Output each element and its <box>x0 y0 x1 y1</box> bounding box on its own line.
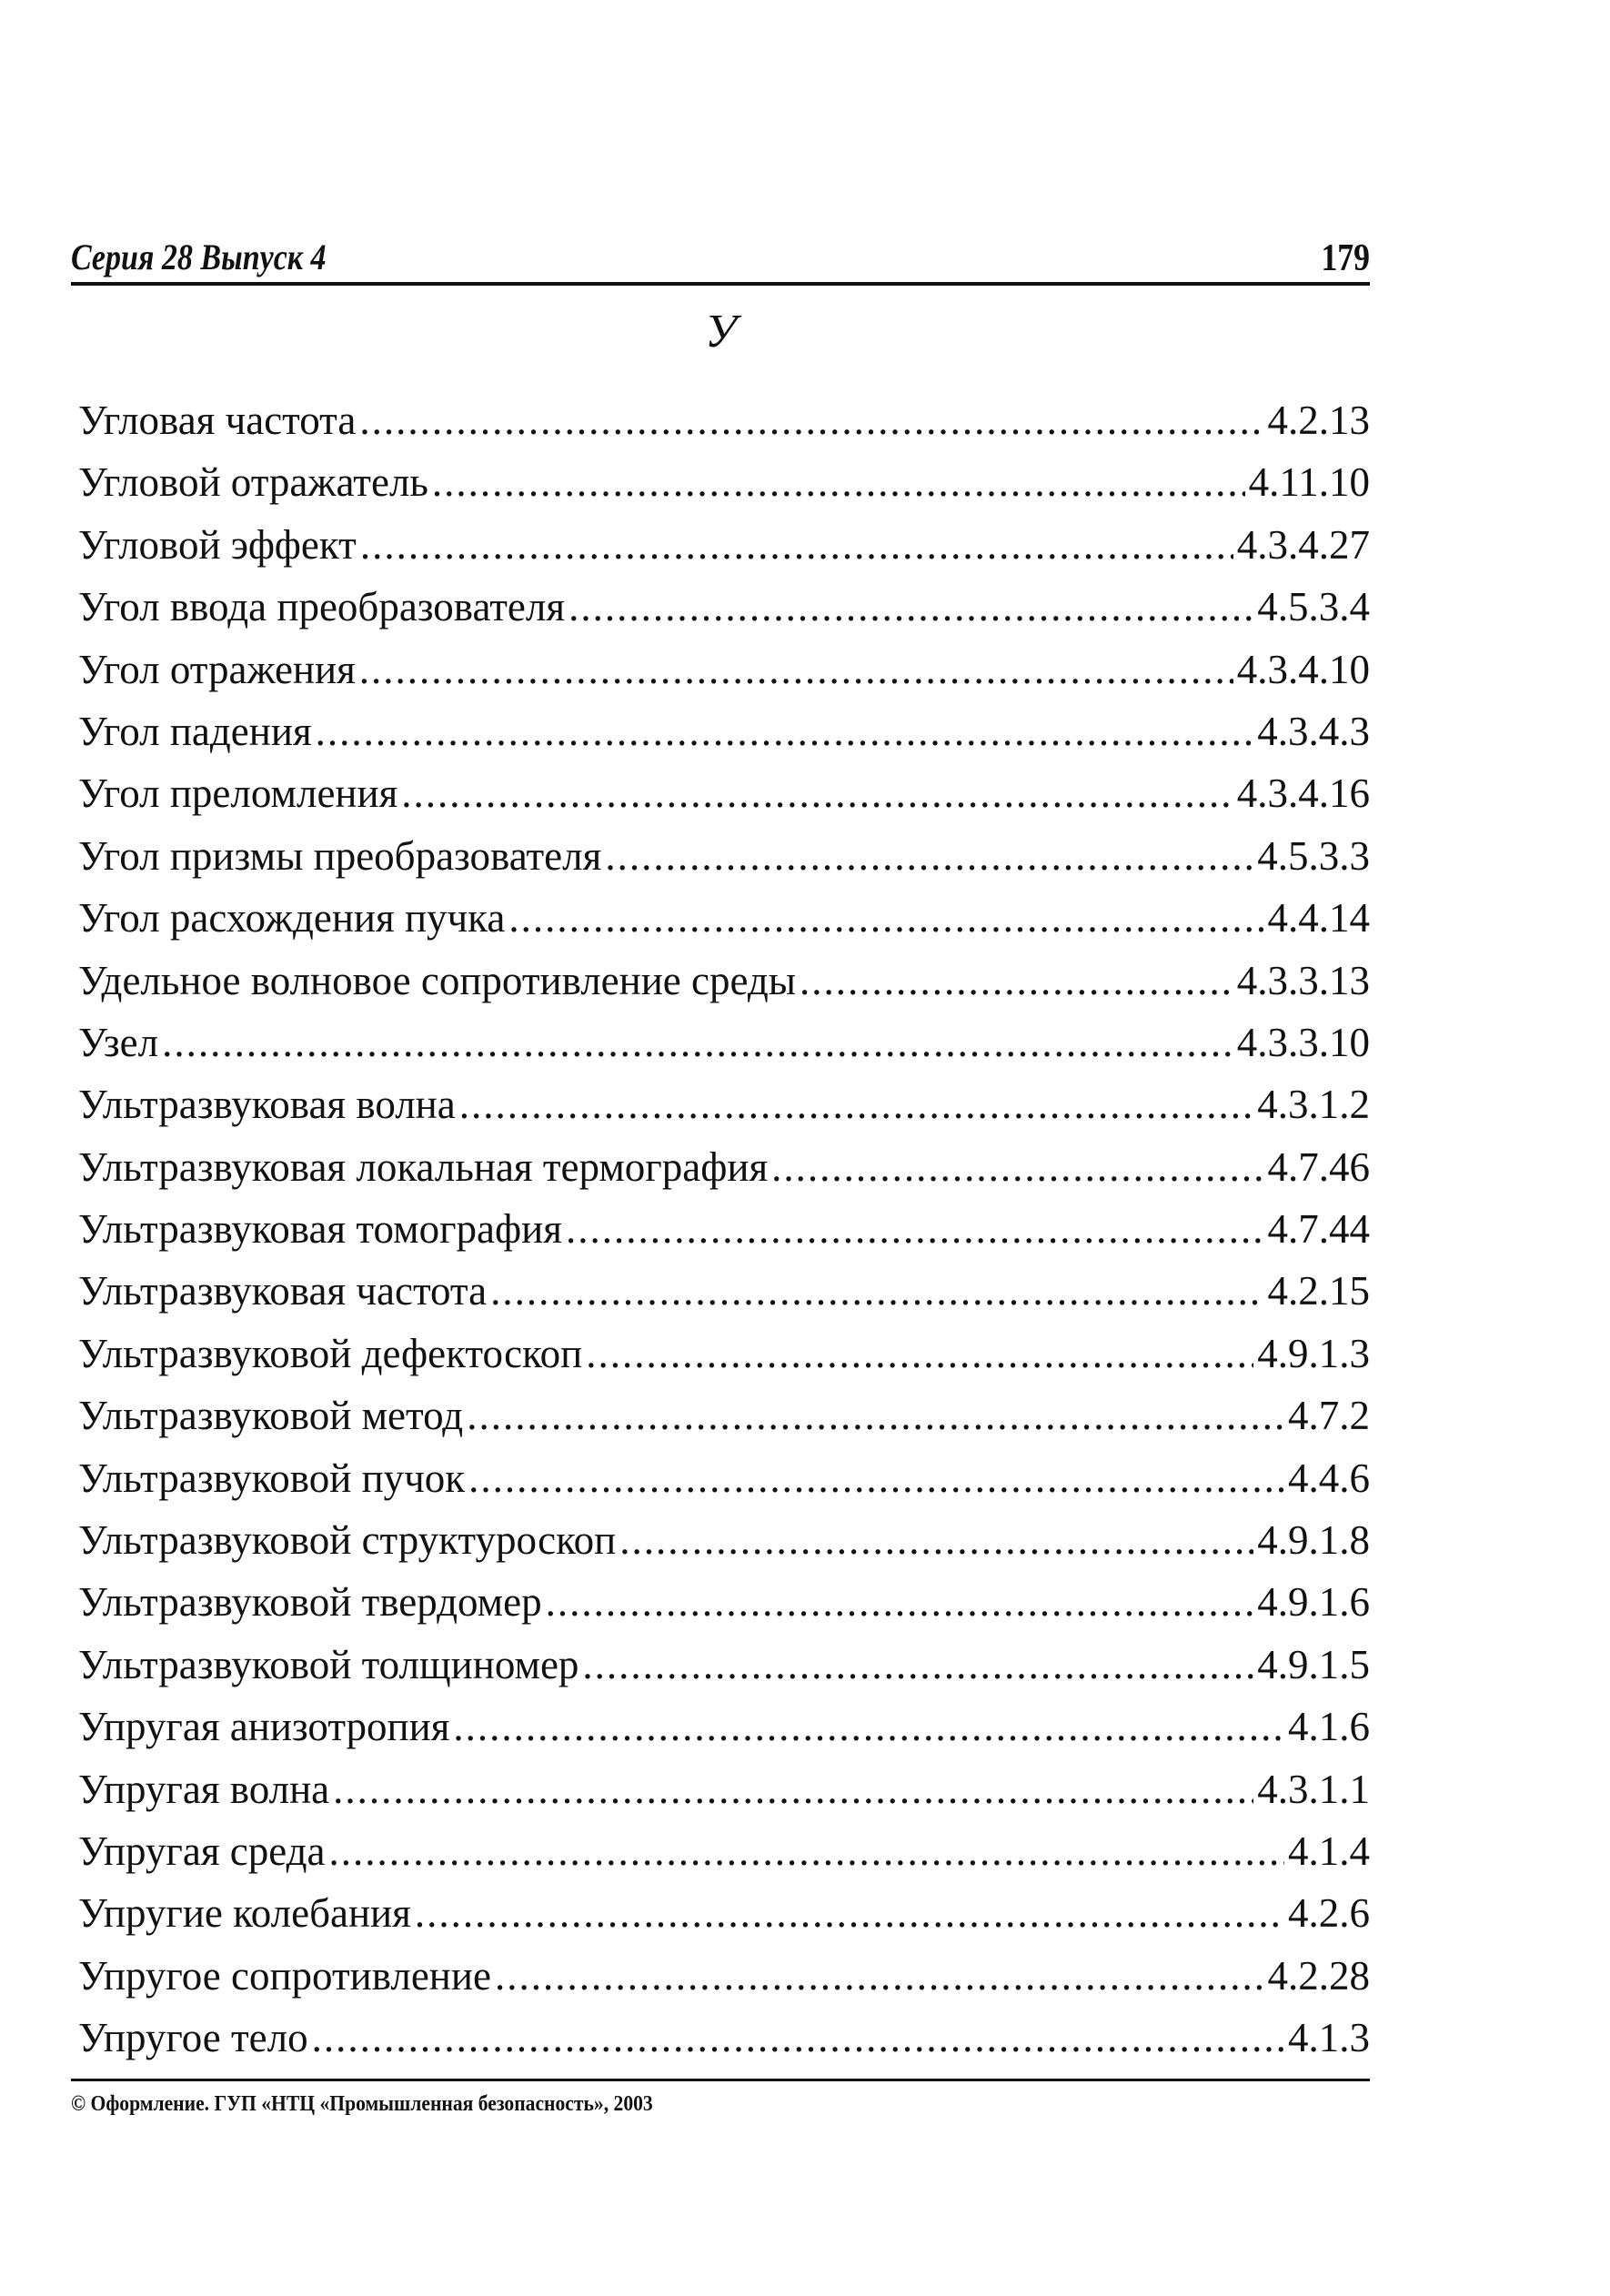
dot-leader <box>771 1136 1263 1198</box>
entry-reference: 4.9.1.3 <box>1257 1330 1370 1376</box>
dot-leader <box>432 451 1245 513</box>
dot-leader <box>582 1634 1253 1696</box>
index-entry <box>78 825 1370 887</box>
entry-term: Ультразвуковая томография <box>78 1206 562 1253</box>
entry-reference: 4.3.4.27 <box>1236 521 1370 568</box>
dot-leader <box>359 389 1263 451</box>
entry-reference: 4.9.1.8 <box>1257 1517 1370 1564</box>
dot-leader <box>316 700 1254 762</box>
dot-leader <box>586 1323 1253 1385</box>
index-entry <box>78 576 1370 638</box>
index-entry <box>78 1882 1370 1944</box>
index-entry <box>78 1136 1370 1198</box>
entry-term: Упругая среда <box>78 1828 326 1874</box>
dot-leader <box>605 825 1253 887</box>
dot-leader <box>800 950 1233 1012</box>
index-entry <box>78 389 1370 451</box>
index-entry <box>78 451 1370 513</box>
dot-leader <box>490 1260 1263 1322</box>
entry-term: Упругие колебания <box>78 1890 411 1937</box>
entry-term: Ультразвуковой дефектоскоп <box>78 1330 583 1376</box>
index-entry <box>78 700 1370 762</box>
entry-reference: 4.3.4.16 <box>1236 770 1370 817</box>
index-entry <box>78 1260 1370 1322</box>
entry-term: Угол преломления <box>78 770 398 817</box>
index-entry <box>78 2007 1370 2069</box>
entry-term: Угловой эффект <box>78 521 357 568</box>
index-entry <box>78 1385 1370 1446</box>
entry-reference: 4.5.3.4 <box>1257 584 1370 630</box>
dot-leader <box>359 639 1233 700</box>
series-title: Серия 28 Выпуск 4 <box>71 237 327 277</box>
entry-reference: 4.1.3 <box>1288 2015 1370 2061</box>
index-entry <box>78 1820 1370 1882</box>
entry-term: Ультразвуковой толщиномер <box>78 1641 579 1687</box>
dot-leader <box>495 1945 1264 2007</box>
entry-reference: 4.3.3.10 <box>1236 1019 1370 1065</box>
entry-reference: 4.5.3.3 <box>1257 832 1370 879</box>
entry-term: Угол призмы преобразователя <box>78 832 602 879</box>
index-entry <box>78 762 1370 824</box>
entry-term: Угол ввода преобразователя <box>78 584 566 630</box>
entry-reference: 4.9.1.6 <box>1257 1579 1370 1626</box>
entry-term: Ультразвуковой структуроскоп <box>78 1517 617 1564</box>
entry-reference: 4.7.46 <box>1267 1143 1370 1190</box>
dot-leader <box>162 1012 1233 1073</box>
index-entry <box>78 887 1370 949</box>
dot-leader <box>546 1571 1254 1633</box>
dot-leader <box>569 576 1253 638</box>
dot-leader <box>468 1447 1284 1509</box>
entry-reference: 4.1.6 <box>1288 1704 1370 1750</box>
entry-term: Ультразвуковая волна <box>78 1082 456 1128</box>
entry-term: Упругая анизотропия <box>78 1704 450 1750</box>
dot-leader <box>360 514 1233 576</box>
entry-reference: 4.11.10 <box>1248 459 1370 506</box>
index-entry <box>78 1073 1370 1135</box>
dot-leader <box>459 1073 1254 1135</box>
dot-leader <box>508 887 1263 949</box>
entry-term: Упругое сопротивление <box>78 1952 491 1999</box>
entry-term: Упругое тело <box>78 2015 308 2061</box>
entry-term: Угол падения <box>78 708 312 754</box>
entry-reference: 4.3.1.2 <box>1257 1082 1370 1128</box>
entry-reference: 4.2.28 <box>1267 1952 1370 1999</box>
index-entry <box>78 1198 1370 1260</box>
entry-reference: 4.7.2 <box>1288 1393 1370 1439</box>
section-letter: У <box>705 306 737 357</box>
running-header <box>71 235 1370 286</box>
dot-leader <box>467 1385 1284 1446</box>
index-entry <box>78 1447 1370 1509</box>
entry-term: Ультразвуковая локальная термография <box>78 1143 769 1190</box>
index-entry <box>78 1758 1370 1820</box>
index-entry <box>78 1696 1370 1757</box>
entry-term: Ультразвуковой метод <box>78 1393 464 1439</box>
dot-leader <box>619 1509 1253 1571</box>
index-entry <box>78 1323 1370 1385</box>
entry-term: Угол расхождения пучка <box>78 895 506 942</box>
entry-reference: 4.3.3.13 <box>1236 957 1370 1003</box>
entry-reference: 4.7.44 <box>1267 1206 1370 1253</box>
entry-term: Угловой отражатель <box>78 459 428 506</box>
entry-reference: 4.3.1.1 <box>1257 1766 1370 1812</box>
entry-term: Угловая частота <box>78 398 357 443</box>
dot-leader <box>566 1198 1264 1260</box>
dot-leader <box>312 2007 1284 2069</box>
index-entry <box>78 950 1370 1012</box>
dot-leader <box>415 1882 1284 1944</box>
page-number: 179 <box>1321 237 1370 279</box>
dot-leader <box>401 762 1233 824</box>
entry-reference: 4.3.4.10 <box>1236 646 1370 692</box>
entry-term: Удельное волновое сопротивление среды <box>78 957 797 1003</box>
copyright-footer: © Оформление. ГУП «НТЦ «Промышленная безопасность», 2003 <box>71 2092 653 2116</box>
entry-reference: 4.4.6 <box>1288 1455 1370 1501</box>
entry-reference: 4.2.6 <box>1288 1890 1370 1937</box>
entry-reference: 4.1.4 <box>1288 1828 1370 1874</box>
dot-leader <box>329 1820 1285 1882</box>
entry-term: Ультразвуковая частота <box>78 1268 488 1314</box>
index-entry <box>78 1012 1370 1073</box>
entry-term: Ультразвуковой твердомер <box>78 1579 542 1626</box>
entry-reference: 4.4.14 <box>1267 895 1370 942</box>
dot-leader <box>453 1696 1284 1757</box>
index-entry <box>78 1509 1370 1571</box>
index-list <box>78 389 1370 2069</box>
index-entry <box>78 1571 1370 1633</box>
index-entry <box>78 514 1370 576</box>
entry-term: Узел <box>78 1019 159 1065</box>
index-entry <box>78 639 1370 700</box>
entry-term: Ультразвуковой пучок <box>78 1455 466 1501</box>
entry-reference: 4.3.4.3 <box>1257 708 1370 754</box>
entry-reference: 4.2.13 <box>1267 398 1370 443</box>
entry-reference: 4.2.15 <box>1267 1268 1370 1314</box>
entry-term: Упругая волна <box>78 1766 330 1812</box>
entry-term: Угол отражения <box>78 646 356 692</box>
index-entry <box>78 1945 1370 2007</box>
index-entry <box>78 1634 1370 1696</box>
footer-divider <box>71 2079 1370 2081</box>
dot-leader <box>333 1758 1253 1820</box>
entry-reference: 4.9.1.5 <box>1257 1641 1370 1687</box>
